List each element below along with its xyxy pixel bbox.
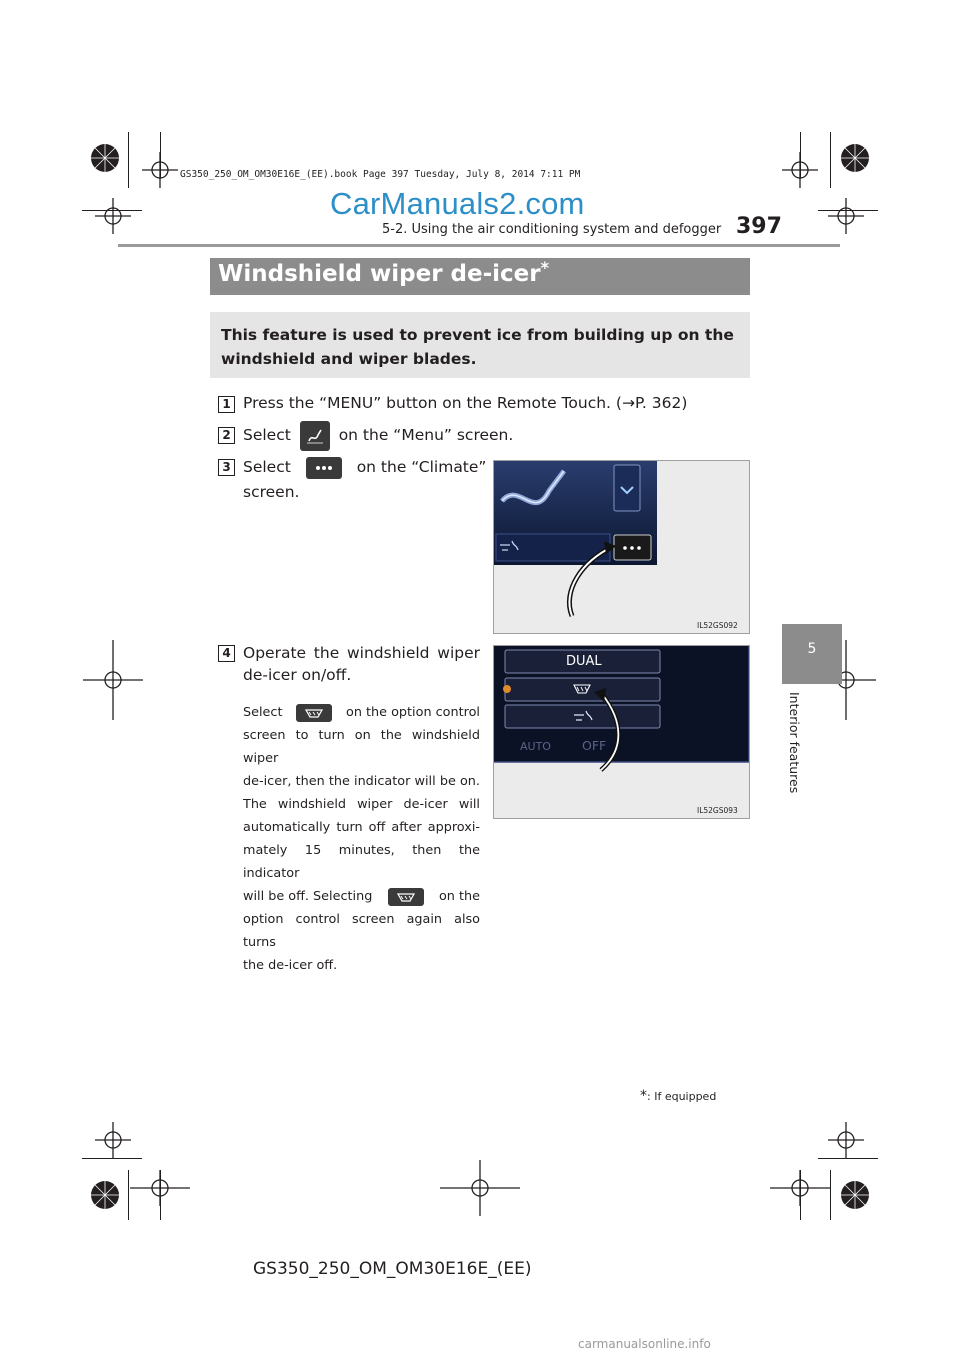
auto-label: AUTO: [520, 740, 551, 753]
detail-line-7: [243, 885, 480, 908]
footnote-marker: *: [640, 1088, 647, 1104]
option-control-screen-illustration: [493, 645, 750, 819]
detail-p1a: Select: [243, 705, 283, 720]
illustration-code: IL52GS092: [697, 621, 738, 630]
wiper-deicer-icon: [388, 888, 424, 906]
step-3-text-a: Select: [243, 458, 291, 476]
chapter-tab: 5: [782, 624, 842, 684]
step-2-text: [243, 418, 513, 452]
detail-p1b: on the option control: [346, 705, 480, 720]
page-title-text: Windshield wiper de-icer: [218, 261, 541, 287]
page-title: [218, 258, 549, 287]
step-1-text-b: P. 362): [634, 394, 688, 412]
step-2-text-a: Select: [243, 426, 291, 444]
document-code: GS350_250_OM_OM30E16E_(EE): [253, 1259, 532, 1279]
step-number: 4: [218, 645, 235, 662]
header-rule: [118, 244, 840, 247]
detail-line-1: [243, 701, 480, 724]
page-number: 397: [736, 214, 782, 239]
step-1-text-a: Press the “MENU” button on the Remote Touch. (: [243, 394, 622, 412]
step-4-detail: [243, 701, 480, 977]
detail-p6: mately 15 minutes, then the indicator: [243, 843, 480, 881]
detail-p9: the de-icer off.: [243, 958, 338, 973]
step-2-text-b: on the “Menu” screen.: [338, 426, 514, 444]
dual-label: DUAL: [566, 654, 602, 669]
intro-text: This feature is used to prevent ice from building up on the windshield and wiper blades.: [221, 326, 734, 368]
watermark: CarManuals2.com: [330, 186, 585, 221]
chapter-label: Interior features: [787, 692, 802, 794]
footnote: [640, 1088, 716, 1104]
step-3-text-b: on the “Climate”: [356, 458, 487, 476]
more-options-icon: [306, 457, 342, 479]
wiper-deicer-icon: [296, 704, 332, 722]
footnote-text: : If equipped: [647, 1090, 717, 1103]
fan-off-label: OFF: [582, 738, 607, 753]
equipment-marker: *: [540, 258, 549, 277]
footer-watermark: carmanualsonline.info: [578, 1337, 711, 1351]
section-header: 5-2. Using the air conditioning system and defogger: [382, 222, 722, 237]
book-stamp: GS350_250_OM_OM30E16E_(EE).book Page 397 Tuesday, July 8, 2014 7:11 PM: [180, 169, 581, 180]
detail-p3: de-icer, then the indicator will be on.: [243, 774, 480, 789]
step-number: 1: [218, 396, 235, 413]
step-4-line2: de-icer on/off.: [243, 666, 352, 684]
climate-icon: [300, 421, 330, 451]
illustration-code: IL52GS093: [697, 806, 738, 815]
step-number: 3: [218, 459, 235, 476]
intro-box: [210, 312, 750, 378]
detail-p4: The windshield wiper de-icer will: [243, 797, 480, 812]
detail-p7b: on the: [438, 889, 480, 904]
section-title-bar: [210, 258, 750, 295]
detail-p5: automatically turn off after approxi-: [243, 820, 480, 835]
step-4-line1: Operate the windshield wiper: [243, 644, 480, 662]
detail-p7a: will be off. Selecting: [243, 889, 373, 904]
detail-p2: screen to turn on the windshield wiper: [243, 728, 480, 766]
detail-p8: option control screen again also turns: [243, 912, 480, 950]
climate-screen-illustration: [493, 460, 750, 634]
step-number: 2: [218, 427, 235, 444]
arrow-icon: →: [621, 394, 635, 412]
step-1-text: [243, 394, 687, 412]
step-3-text-c: screen.: [243, 483, 300, 501]
step-3-text: [243, 453, 487, 481]
